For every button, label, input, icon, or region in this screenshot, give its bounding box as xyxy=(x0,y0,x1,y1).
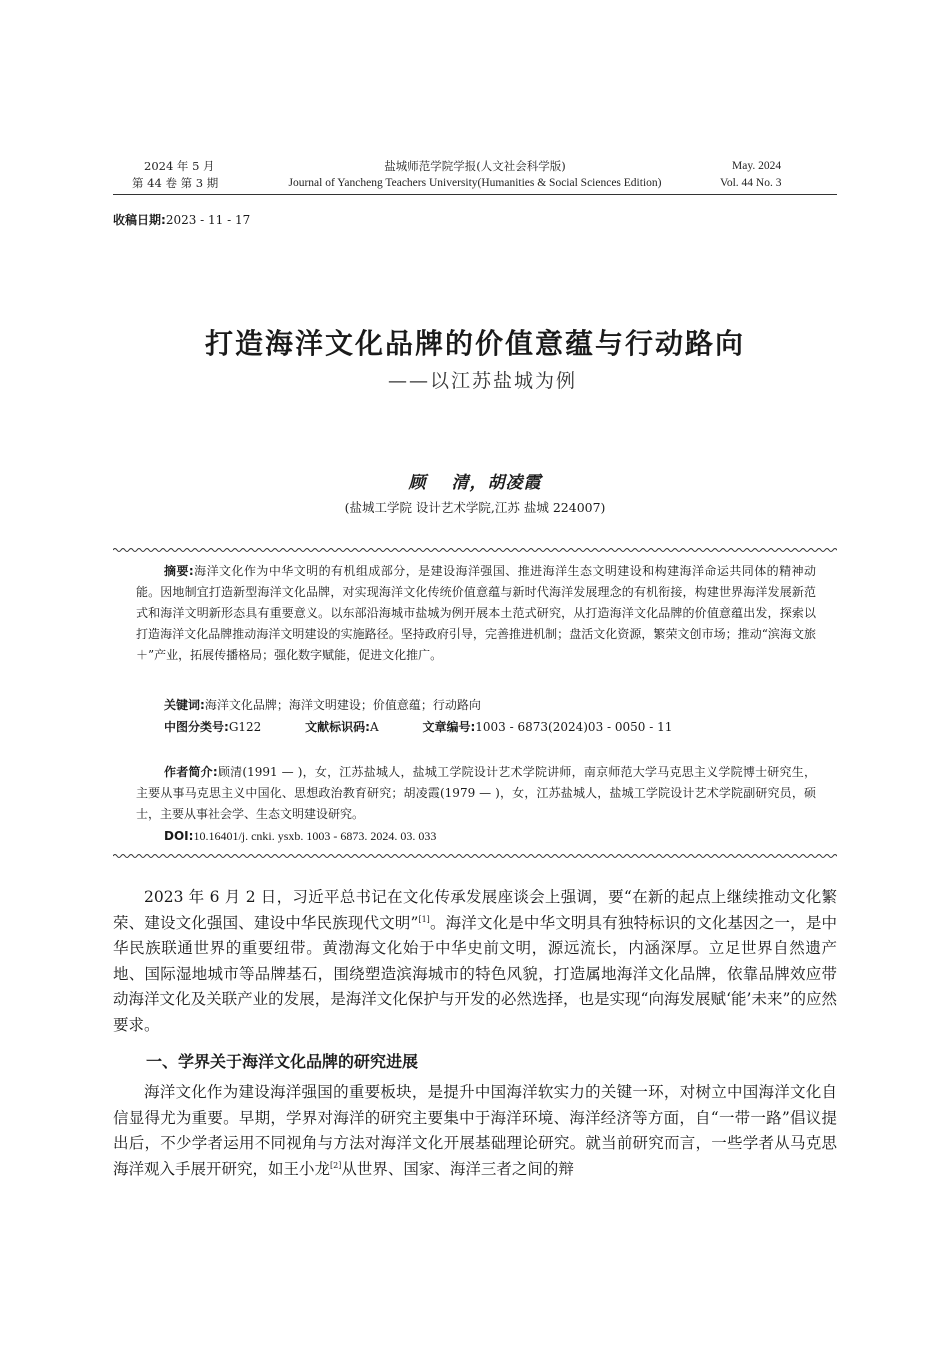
doc-value: A xyxy=(369,720,379,734)
bio-text: 顾清(1991 — )，女，江苏盐城人，盐城工学院设计艺术学院讲师，南京师范大学马克思主义学院博士研究生，主要从事马克思主义中国化、思想政治教育研究；胡凌霞(1979 — )，女，江苏盐城人，盐城工学院设计艺术学院副研究员，硕士，主要从事社会学、生态文明建设研究。 xyxy=(136,765,816,821)
issue-date-cn: 2024 年 5 月 xyxy=(144,159,215,173)
received-label: 收稿日期: xyxy=(113,213,166,227)
abstract xyxy=(136,561,816,666)
keywords xyxy=(136,695,844,716)
wavy-divider-bottom xyxy=(113,851,837,861)
header-center xyxy=(230,158,720,192)
p2-text-a: 海洋文化作为建设海洋强国的重要板块，是提升中国海洋软实力的关键一环，对树立中国海洋文化自信显得尤为重要。早期，学界对海洋的研究主要集中于海洋环境、海洋经济等方面，自“一带一路”倡议提出后，不少学者运用不同视角与方法对海洋文化开展基础理论研究。就当前研究而言，一些学者从马克思海洋观入手展开研究，如王小龙 xyxy=(113,1083,837,1178)
article-number xyxy=(422,720,672,734)
classification-row xyxy=(136,717,844,738)
document-code xyxy=(305,720,378,734)
received-value: 2023 - 11 - 17 xyxy=(165,213,251,227)
body-paragraph-2 xyxy=(113,1080,837,1182)
body-paragraph-1 xyxy=(113,885,837,1038)
authors: 顾 清，胡凌霞 xyxy=(408,473,542,493)
doi-label: DOI: xyxy=(164,829,194,843)
p2-text-b: 从世界、国家、海洋三者之间的辩 xyxy=(341,1159,574,1178)
bio-label: 作者简介: xyxy=(164,765,218,779)
volume-en: Vol. 44 No. 3 xyxy=(720,177,782,189)
keywords-label: 关键词: xyxy=(164,698,205,712)
section-heading-1: 一、学界关于海洋文化品牌的研究进展 xyxy=(146,1052,419,1071)
clc-label: 中图分类号: xyxy=(164,720,229,734)
header-right xyxy=(720,158,820,192)
clc-number xyxy=(164,720,261,734)
p1-text-a: 2023 年 6 月 2 日，习近平总书记在文化传承发展座谈会上强调，要“在新的起点上继续推动文化繁荣、建设文化强国、建设中华民族现代文明” xyxy=(113,888,837,932)
journal-name-en: Journal of Yancheng Teachers University(Humanities & Social Sciences Edition) xyxy=(288,177,662,189)
clc-value: G122 xyxy=(228,720,262,734)
journal-name-cn: 盐城师范学院学报(人文社会科学版) xyxy=(384,159,566,173)
doi xyxy=(136,826,844,847)
issue-date-en: May. 2024 xyxy=(732,160,782,172)
abstract-label: 摘要: xyxy=(164,564,194,578)
header-rule xyxy=(113,194,837,195)
article-title: 打造海洋文化品牌的价值意蕴与行动路向 xyxy=(204,327,745,360)
reference-2[interactable]: [2] xyxy=(330,1160,342,1170)
doi-value: 10.16401/j. cnki. ysxb. 1003 - 6873. 2024. 03. 033 xyxy=(193,829,437,843)
wavy-divider-top xyxy=(113,545,837,555)
reference-1[interactable]: [1] xyxy=(418,914,430,924)
p1-text-b: 。海洋文化是中华文明具有独特标识的文化基因之一，是中华民族联通世界的重要纽带。黄渤海文化始于中华史前文明，源远流长，内涵深厚。立足世界自然遗产地、国际湿地城市等品牌基石，围绕塑造滨海城市的特色风貌，打造属地海洋文化品牌，依靠品牌效应带动海洋文化及关联产业的发展，是海洋文化保护与开发的必然选择，也是实现“向海发展赋‘能’未来”的应然要求。 xyxy=(113,913,837,1034)
article-subtitle: ——以江苏盐城为例 xyxy=(388,370,578,392)
received-date xyxy=(113,211,250,228)
article-number-value: 1003 - 6873(2024)03 - 0050 - 11 xyxy=(475,720,673,734)
keywords-text: 海洋文化品牌；海洋文明建设；价值意蕴；行动路向 xyxy=(204,698,481,712)
doc-label: 文献标识码: xyxy=(305,720,370,734)
volume-cn: 第 44 卷 第 3 期 xyxy=(132,176,219,190)
author-bio xyxy=(136,762,816,825)
article-number-label: 文章编号: xyxy=(422,720,476,734)
abstract-text: 海洋文化作为中华文明的有机组成部分，是建设海洋强国、推进海洋生态文明建设和构建海洋命运共同体的精神动能。因地制宜打造新型海洋文化品牌，对实现海洋文化传统价值意蕴与新时代海洋发展理念的有机衔接，构建世界海洋发展新范式和海洋文明新形态具有重要意义。以东部沿海城市盐城为例开展本土范式研究，从打造海洋文化品牌的价值意蕴出发，探索以打造海洋文化品牌推动海洋文明建设的实施路径。坚持政府引导，完善推进机制；盘活文化资源，繁荣文创市场；推动“滨海文旅＋”产业，拓展传播格局；强化数字赋能，促进文化推广。 xyxy=(136,564,816,662)
affiliation: (盐城工学院 设计艺术学院,江苏 盐城 224007) xyxy=(344,500,606,515)
